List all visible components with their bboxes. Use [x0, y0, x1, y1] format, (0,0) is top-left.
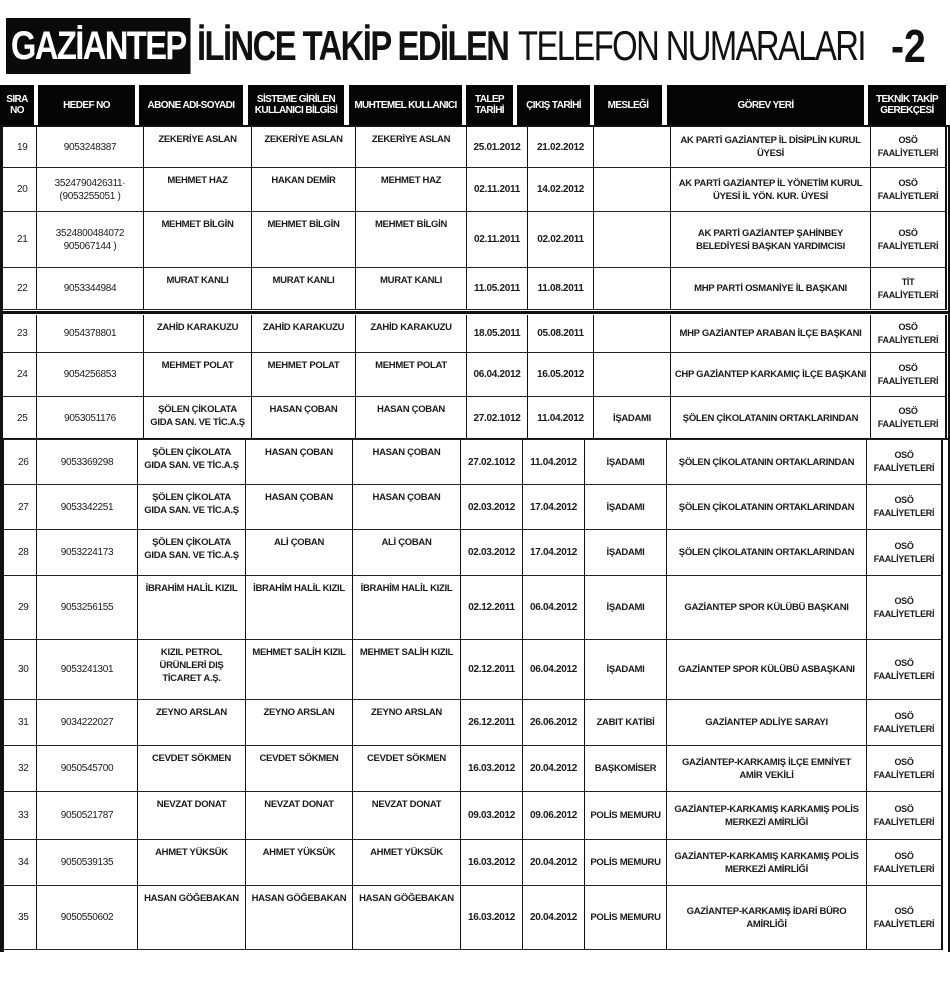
cell-teknik: OSÖ FAALİYETLERİ [867, 792, 943, 840]
cell-hedef: 9053342251 [37, 485, 138, 530]
cell-gorev: ŞÖLEN ÇİKOLATANIN ORTAKLARINDAN [667, 530, 867, 576]
cell-cikis: 26.06.2012 [523, 700, 585, 746]
cell-meslek: İŞADAMI [585, 440, 667, 485]
cell-muhtemel: MEHMET HAZ [356, 168, 467, 212]
title-light-part: TELEFON NUMARALARI [518, 22, 866, 69]
table-row [0, 315, 950, 353]
table-row [0, 792, 950, 840]
cell-cikis: 14.02.2012 [528, 168, 594, 212]
cell-gorev: GAZİANTEP-KARKAMIŞ İDARİ BÜRO AMİRLİĞİ [667, 886, 867, 950]
cell-abone: ŞÖLEN ÇİKOLATA GIDA SAN. VE TİC.A.Ş [144, 397, 252, 440]
cell-muhtemel: CEVDET SÖKMEN [353, 746, 461, 792]
cell-teknik: OSÖ FAALİYETLERİ [871, 168, 947, 212]
cell-hedef: 9053369298 [37, 440, 138, 485]
cell-sira: 25 [3, 397, 37, 440]
cell-talep: 02.12.2011 [461, 576, 523, 640]
cell-cikis: 02.02.2011 [528, 212, 594, 268]
cell-muhtemel: HASAN ÇOBAN [356, 397, 467, 440]
cell-gorev: GAZİANTEP SPOR KÜLÜBÜ ASBAŞKANI [667, 640, 867, 700]
cell-sira: 24 [3, 353, 37, 397]
cell-abone: ŞÖLEN ÇİKOLATA GIDA SAN. VE TİC.A.Ş [138, 485, 246, 530]
cell-sisteme: MEHMET SALİH KIZIL [246, 640, 353, 700]
cell-teknik: OSÖ FAALİYETLERİ [867, 746, 943, 792]
cell-talep: 02.11.2011 [467, 212, 528, 268]
table-row [0, 640, 950, 700]
cell-muhtemel: ALİ ÇOBAN [353, 530, 461, 576]
cell-talep: 16.03.2012 [461, 746, 523, 792]
cell-hedef: 9053344984 [37, 268, 144, 310]
cell-sira: 29 [4, 576, 37, 640]
cell-hedef: 9054378801 [37, 315, 144, 353]
table-row [0, 353, 950, 397]
cell-gorev: GAZİANTEP-KARKAMIŞ KARKAMIŞ POLİS MERKEZİ AMİRLİĞİ [667, 792, 867, 840]
header-sira: SIRA NO [0, 85, 34, 125]
cell-meslek [594, 315, 671, 353]
cell-talep: 02.03.2012 [461, 485, 523, 530]
cell-cikis: 11.08.2011 [528, 268, 594, 310]
cell-meslek: ZABIT KATİBİ [585, 700, 667, 746]
cell-cikis: 20.04.2012 [523, 886, 585, 950]
cell-hedef: 9050550602 [37, 886, 138, 950]
cell-cikis: 20.04.2012 [523, 840, 585, 886]
cell-sisteme: ZEYNO ARSLAN [246, 700, 353, 746]
cell-abone: HASAN GÖĞEBAKAN [138, 886, 246, 950]
cell-gorev: GAZİANTEP-KARKAMIŞ KARKAMIŞ POLİS MERKEZİ AMİRLİĞİ [667, 840, 867, 886]
cell-talep: 11.05.2011 [467, 268, 528, 310]
cell-hedef: 9053256155 [37, 576, 138, 640]
cell-meslek: POLİS MEMURU [585, 840, 667, 886]
table-row [0, 127, 950, 168]
cell-hedef: 9034222027 [37, 700, 138, 746]
cell-muhtemel: NEVZAT DONAT [353, 792, 461, 840]
cell-hedef: 3524790426311· (9053255051 ) [37, 168, 144, 212]
cell-cikis: 06.04.2012 [523, 576, 585, 640]
cell-gorev: ŞÖLEN ÇİKOLATANIN ORTAKLARINDAN [667, 440, 867, 485]
cell-teknik: OSÖ FAALİYETLERİ [867, 700, 943, 746]
cell-cikis: 16.05.2012 [528, 353, 594, 397]
cell-meslek: İŞADAMI [585, 485, 667, 530]
cell-abone: ZAHİD KARAKUZU [144, 315, 252, 353]
cell-muhtemel: MEHMET POLAT [356, 353, 467, 397]
cell-sira: 20 [3, 168, 37, 212]
cell-gorev: MHP GAZİANTEP ARABAN İLÇE BAŞKANI [671, 315, 871, 353]
cell-sira: 26 [4, 440, 37, 485]
table-row [0, 212, 950, 268]
cell-muhtemel: MEHMET BİLGİN [356, 212, 467, 268]
title-suffix: -2 [891, 20, 926, 72]
cell-sira: 22 [3, 268, 37, 310]
cell-teknik: OSÖ FAALİYETLERİ [871, 127, 947, 168]
cell-talep: 09.03.2012 [461, 792, 523, 840]
cell-hedef: 9053224173 [37, 530, 138, 576]
cell-meslek: BAŞKOMİSER [585, 746, 667, 792]
cell-abone: CEVDET SÖKMEN [138, 746, 246, 792]
document-title [6, 16, 932, 76]
cell-talep: 02.11.2011 [467, 168, 528, 212]
cell-gorev: ŞÖLEN ÇİKOLATANIN ORTAKLARINDAN [667, 485, 867, 530]
table-row [0, 576, 950, 640]
cell-sisteme: ZAHİD KARAKUZU [252, 315, 356, 353]
cell-abone: ZEYNO ARSLAN [138, 700, 246, 746]
header-meslek: MESLEĞİ [594, 85, 662, 125]
cell-muhtemel: ZAHİD KARAKUZU [356, 315, 467, 353]
cell-teknik: OSÖ FAALİYETLERİ [867, 840, 943, 886]
cell-hedef: 9053248387 [37, 127, 144, 168]
header-gorev: GÖREV YERİ [667, 85, 864, 125]
cell-teknik: OSÖ FAALİYETLERİ [871, 212, 947, 268]
cell-hedef: 3524800484072 905067144 ) [37, 212, 144, 268]
cell-hedef: 9050539135 [37, 840, 138, 886]
cell-abone: AHMET YÜKSÜK [138, 840, 246, 886]
cell-talep: 02.12.2011 [461, 640, 523, 700]
cell-meslek: POLİS MEMURU [585, 886, 667, 950]
cell-abone: İBRAHİM HALİL KIZIL [138, 576, 246, 640]
cell-gorev: AK PARTİ GAZİANTEP ŞAHİNBEY BELEDİYESİ BAŞKAN YARDIMCISI [671, 212, 871, 268]
cell-gorev: AK PARTİ GAZİANTEP İL DİSİPLİN KURUL ÜYESİ [671, 127, 871, 168]
cell-teknik: OSÖ FAALİYETLERİ [871, 315, 947, 353]
cell-meslek [594, 212, 671, 268]
cell-talep: 16.03.2012 [461, 840, 523, 886]
cell-hedef: 9053051176 [37, 397, 144, 440]
cell-cikis: 20.04.2012 [523, 746, 585, 792]
cell-sira: 34 [4, 840, 37, 886]
header-muhtemel: MUHTEMEL KULLANICI [349, 85, 462, 125]
cell-teknik: TİT FAALİYETLERİ [871, 268, 947, 310]
cell-muhtemel: HASAN ÇOBAN [353, 485, 461, 530]
table-row [0, 700, 950, 746]
cell-cikis: 17.04.2012 [523, 530, 585, 576]
cell-talep: 02.03.2012 [461, 530, 523, 576]
cell-teknik: OSÖ FAALİYETLERİ [867, 576, 943, 640]
table-row [0, 397, 950, 440]
cell-meslek [594, 168, 671, 212]
title-bold-part: İLİNCE TAKİP EDİLEN [197, 22, 509, 69]
cell-sisteme: ZEKERİYE ASLAN [252, 127, 356, 168]
cell-sira: 19 [3, 127, 37, 168]
cell-abone: MEHMET HAZ [144, 168, 252, 212]
cell-hedef: 9050521787 [37, 792, 138, 840]
cell-gorev: GAZİANTEP SPOR KÜLÜBÜ BAŞKANI [667, 576, 867, 640]
cell-sisteme: HASAN ÇOBAN [246, 485, 353, 530]
cell-sisteme: NEVZAT DONAT [246, 792, 353, 840]
cell-sisteme: AHMET YÜKSÜK [246, 840, 353, 886]
cell-sisteme: HASAN ÇOBAN [246, 440, 353, 485]
cell-teknik: OSÖ FAALİYETLERİ [871, 397, 947, 440]
title-highlight: GAZİANTEP [6, 18, 191, 74]
header-talep: TALEP TARİHİ [466, 85, 513, 125]
header-hedef: HEDEF NO [38, 85, 135, 125]
cell-hedef: 9050545700 [37, 746, 138, 792]
cell-sisteme: HASAN GÖĞEBAKAN [246, 886, 353, 950]
table-row [0, 168, 950, 212]
cell-muhtemel: AHMET YÜKSÜK [353, 840, 461, 886]
cell-muhtemel: HASAN GÖĞEBAKAN [353, 886, 461, 950]
header-teknik: TEKNİK TAKİP GEREKÇESİ [868, 85, 946, 125]
cell-cikis: 09.06.2012 [523, 792, 585, 840]
cell-sisteme: ALİ ÇOBAN [246, 530, 353, 576]
cell-muhtemel: HASAN ÇOBAN [353, 440, 461, 485]
cell-sira: 28 [4, 530, 37, 576]
table-row [0, 440, 950, 485]
table-header [0, 85, 950, 125]
cell-sisteme: MURAT KANLI [252, 268, 356, 310]
cell-cikis: 11.04.2012 [523, 440, 585, 485]
cell-teknik: OSÖ FAALİYETLERİ [867, 886, 943, 950]
cell-teknik: OSÖ FAALİYETLERİ [867, 440, 943, 485]
header-sisteme: SİSTEME GİRİLEN KULLANICI BİLGİSİ [248, 85, 344, 125]
cell-meslek [594, 127, 671, 168]
cell-sira: 21 [3, 212, 37, 268]
cell-sira: 31 [4, 700, 37, 746]
cell-cikis: 21.02.2012 [528, 127, 594, 168]
cell-abone: MURAT KANLI [144, 268, 252, 310]
cell-talep: 27.02.1012 [461, 440, 523, 485]
cell-sira: 30 [4, 640, 37, 700]
cell-talep: 27.02.1012 [467, 397, 528, 440]
cell-sira: 33 [4, 792, 37, 840]
cell-abone: ŞÖLEN ÇİKOLATA GIDA SAN. VE TİC.A.Ş [138, 530, 246, 576]
cell-meslek: İŞADAMI [594, 397, 671, 440]
cell-sira: 27 [4, 485, 37, 530]
cell-talep: 26.12.2011 [461, 700, 523, 746]
cell-sira: 32 [4, 746, 37, 792]
cell-sisteme: HAKAN DEMİR [252, 168, 356, 212]
cell-meslek: İŞADAMI [585, 576, 667, 640]
cell-talep: 16.03.2012 [461, 886, 523, 950]
table-row [0, 530, 950, 576]
cell-meslek: İŞADAMI [585, 530, 667, 576]
cell-cikis: 05.08.2011 [528, 315, 594, 353]
cell-hedef: 9053241301 [37, 640, 138, 700]
cell-sisteme: MEHMET POLAT [252, 353, 356, 397]
cell-abone: MEHMET POLAT [144, 353, 252, 397]
cell-muhtemel: MEHMET SALİH KIZIL [353, 640, 461, 700]
cell-meslek [594, 268, 671, 310]
table-row [0, 268, 950, 310]
cell-sisteme: HASAN ÇOBAN [252, 397, 356, 440]
cell-gorev: MHP PARTİ OSMANİYE İL BAŞKANI [671, 268, 871, 310]
cell-abone: MEHMET BİLGİN [144, 212, 252, 268]
cell-hedef: 9054256853 [37, 353, 144, 397]
header-abone: ABONE ADI-SOYADI [139, 85, 243, 125]
cell-sisteme: CEVDET SÖKMEN [246, 746, 353, 792]
table-row [0, 886, 950, 950]
table-row [0, 840, 950, 886]
cell-gorev: GAZİANTEP ADLİYE SARAYI [667, 700, 867, 746]
cell-cikis: 17.04.2012 [523, 485, 585, 530]
cell-teknik: OSÖ FAALİYETLERİ [867, 485, 943, 530]
cell-gorev: CHP GAZİANTEP KARKAMIÇ İLÇE BAŞKANI [671, 353, 871, 397]
cell-abone: ZEKERİYE ASLAN [144, 127, 252, 168]
cell-abone: KIZIL PETROL ÜRÜNLERİ DIŞ TİCARET A.Ş. [138, 640, 246, 700]
cell-sisteme: İBRAHİM HALİL KIZIL [246, 576, 353, 640]
cell-gorev: GAZİANTEP-KARKAMIŞ İLÇE EMNİYET AMİR VEKİLİ [667, 746, 867, 792]
cell-meslek: POLİS MEMURU [585, 792, 667, 840]
cell-cikis: 06.04.2012 [523, 640, 585, 700]
cell-sira: 35 [4, 886, 37, 950]
cell-muhtemel: İBRAHİM HALİL KIZIL [353, 576, 461, 640]
cell-sisteme: MEHMET BİLGİN [252, 212, 356, 268]
cell-talep: 06.04.2012 [467, 353, 528, 397]
cell-teknik: OSÖ FAALİYETLERİ [871, 353, 947, 397]
cell-muhtemel: ZEYNO ARSLAN [353, 700, 461, 746]
table-row [0, 746, 950, 792]
cell-teknik: OSÖ FAALİYETLERİ [867, 530, 943, 576]
cell-cikis: 11.04.2012 [528, 397, 594, 440]
cell-abone: NEVZAT DONAT [138, 792, 246, 840]
table-row [0, 485, 950, 530]
cell-talep: 25.01.2012 [467, 127, 528, 168]
cell-muhtemel: MURAT KANLI [356, 268, 467, 310]
cell-sira: 23 [3, 315, 37, 353]
cell-abone: ŞÖLEN ÇİKOLATA GIDA SAN. VE TİC.A.Ş [138, 440, 246, 485]
cell-talep: 18.05.2011 [467, 315, 528, 353]
cell-meslek [594, 353, 671, 397]
cell-teknik: OSÖ FAALİYETLERİ [867, 640, 943, 700]
header-cikis: ÇIKIŞ TARİHİ [517, 85, 590, 125]
cell-gorev: AK PARTİ GAZİANTEP İL YÖNETİM KURUL ÜYESİ İL YÖN. KUR. ÜYESİ [671, 168, 871, 212]
cell-meslek: İŞADAMI [585, 640, 667, 700]
cell-gorev: ŞÖLEN ÇİKOLATANIN ORTAKLARINDAN [671, 397, 871, 440]
cell-muhtemel: ZEKERİYE ASLAN [356, 127, 467, 168]
